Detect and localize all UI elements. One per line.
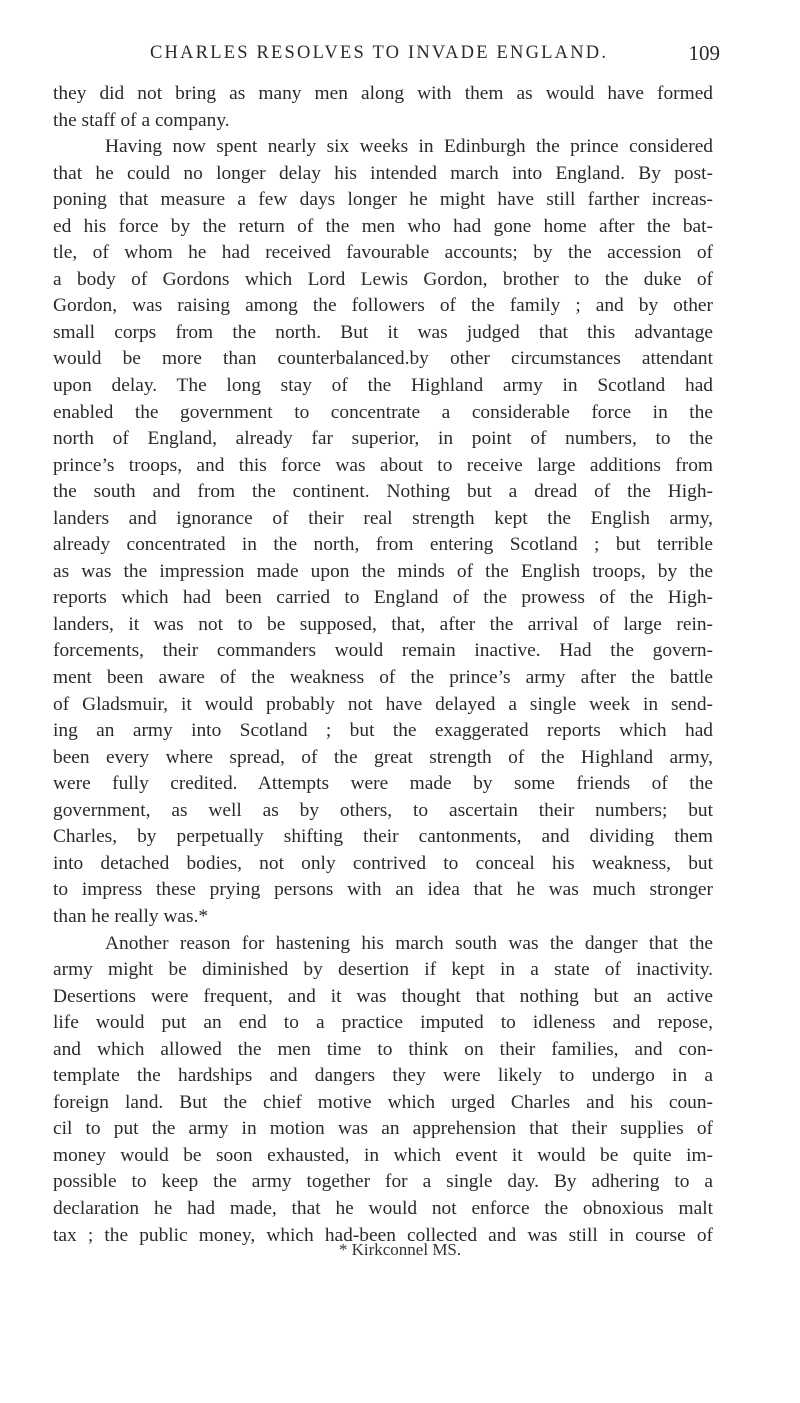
text-line: ing an army into Scotland ; but the exaggerated reports which had xyxy=(53,720,713,742)
text-line: Another reason for hastening his march south was the danger that the xyxy=(105,932,713,954)
text-line: a body of Gordons which Lord Lewis Gordon, brother to the duke of xyxy=(53,268,713,290)
footnote: * Kirkconnel MS. xyxy=(338,1240,462,1259)
text-line: that he could no longer delay his intended march into England. By post- xyxy=(53,162,713,184)
page-number: 109 xyxy=(688,41,720,65)
text-line: life would put an end to a practice imputed to idleness and repose, xyxy=(53,1012,713,1034)
text-line: tax ; the public money, which had-been collected and was still in course of xyxy=(53,1224,713,1246)
text-line: government, as well as by others, to ascertain their numbers; but xyxy=(53,799,713,821)
text-line: into detached bodies, not only contrived to conceal his weakness, but xyxy=(53,852,713,874)
text-line: forcements, their commanders would remain inactive. Had the govern- xyxy=(53,640,713,662)
text-line: ed his force by the return of the men who had gone home after the bat- xyxy=(53,215,713,237)
text-line: would be more than counterbalanced.by other circumstances attendant xyxy=(53,348,713,370)
text-line: tle, of whom he had received favourable accounts; by the accession of xyxy=(53,242,713,264)
text-line: the staff of a company. xyxy=(53,109,230,131)
page-header xyxy=(150,38,720,68)
text-line: army might be diminished by desertion if kept in a state of inactivity. xyxy=(53,959,713,981)
text-line: as was the impression made upon the minds of the English troops, by the xyxy=(53,560,713,582)
text-line: of Gladsmuir, it would probably not have delayed a single week in send- xyxy=(53,693,713,715)
text-line: possible to keep the army together for a single day. By adhering to a xyxy=(53,1171,713,1193)
text-line: poning that measure a few days longer he might have still farther increas- xyxy=(53,189,713,211)
text-line: reports which had been carried to England of the prowess of the High- xyxy=(53,587,713,609)
text-line: ment been aware of the weakness of the prince’s army after the battle xyxy=(53,667,713,689)
text-line: been every where spread, of the great strength of the Highland army, xyxy=(53,746,713,768)
text-line: were fully credited. Attempts were made by some friends of the xyxy=(53,773,713,795)
text-line: and which allowed the men time to think on their families, and con- xyxy=(53,1038,713,1060)
text-line: template the hardships and dangers they were likely to undergo in a xyxy=(53,1065,713,1087)
text-line: enabled the government to concentrate a considerable force in the xyxy=(53,401,713,423)
text-line: Charles, by perpetually shifting their cantonments, and dividing them xyxy=(53,826,713,848)
text-line: already concentrated in the north, from entering Scotland ; but terrible xyxy=(53,534,713,556)
text-line: to impress these prying persons with an idea that he was much stronger xyxy=(53,879,713,901)
text-line: money would be soon exhausted, in which event it would be quite im- xyxy=(53,1144,713,1166)
text-line: landers and ignorance of their real strength kept the English army, xyxy=(53,507,713,529)
text-line: they did not bring as many men along with them as would have formed xyxy=(53,83,713,104)
text-line: small corps from the north. But it was judged that this advantage xyxy=(53,321,713,343)
text-line: declaration he had made, that he would not enforce the obnoxious malt xyxy=(53,1197,713,1219)
text-line: upon delay. The long stay of the Highland army in Scotland had xyxy=(53,375,713,397)
text-line: cil to put the army in motion was an apprehension that their supplies of xyxy=(53,1118,713,1140)
text-line: north of England, already far superior, in point of numbers, to the xyxy=(53,428,713,450)
text-line: Gordon, was raising among the followers of the family ; and by other xyxy=(53,295,713,317)
text-line: the south and from the continent. Nothing but a dread of the High- xyxy=(53,481,713,503)
text-line: landers, it was not to be supposed, that, after the arrival of large rein- xyxy=(53,613,713,635)
body-text xyxy=(53,81,713,1249)
text-line: Having now spent nearly six weeks in Edinburgh the prince considered xyxy=(105,136,713,158)
text-line: than he really was.* xyxy=(53,905,209,927)
text-line: prince’s troops, and this force was about to receive large additions from xyxy=(53,454,713,476)
text-line: foreign land. But the chief motive which urged Charles and his coun- xyxy=(53,1091,713,1113)
running-title: CHARLES RESOLVES TO INVADE ENGLAND. xyxy=(150,43,609,63)
text-line: Desertions were frequent, and it was thought that nothing but an active xyxy=(53,985,713,1007)
